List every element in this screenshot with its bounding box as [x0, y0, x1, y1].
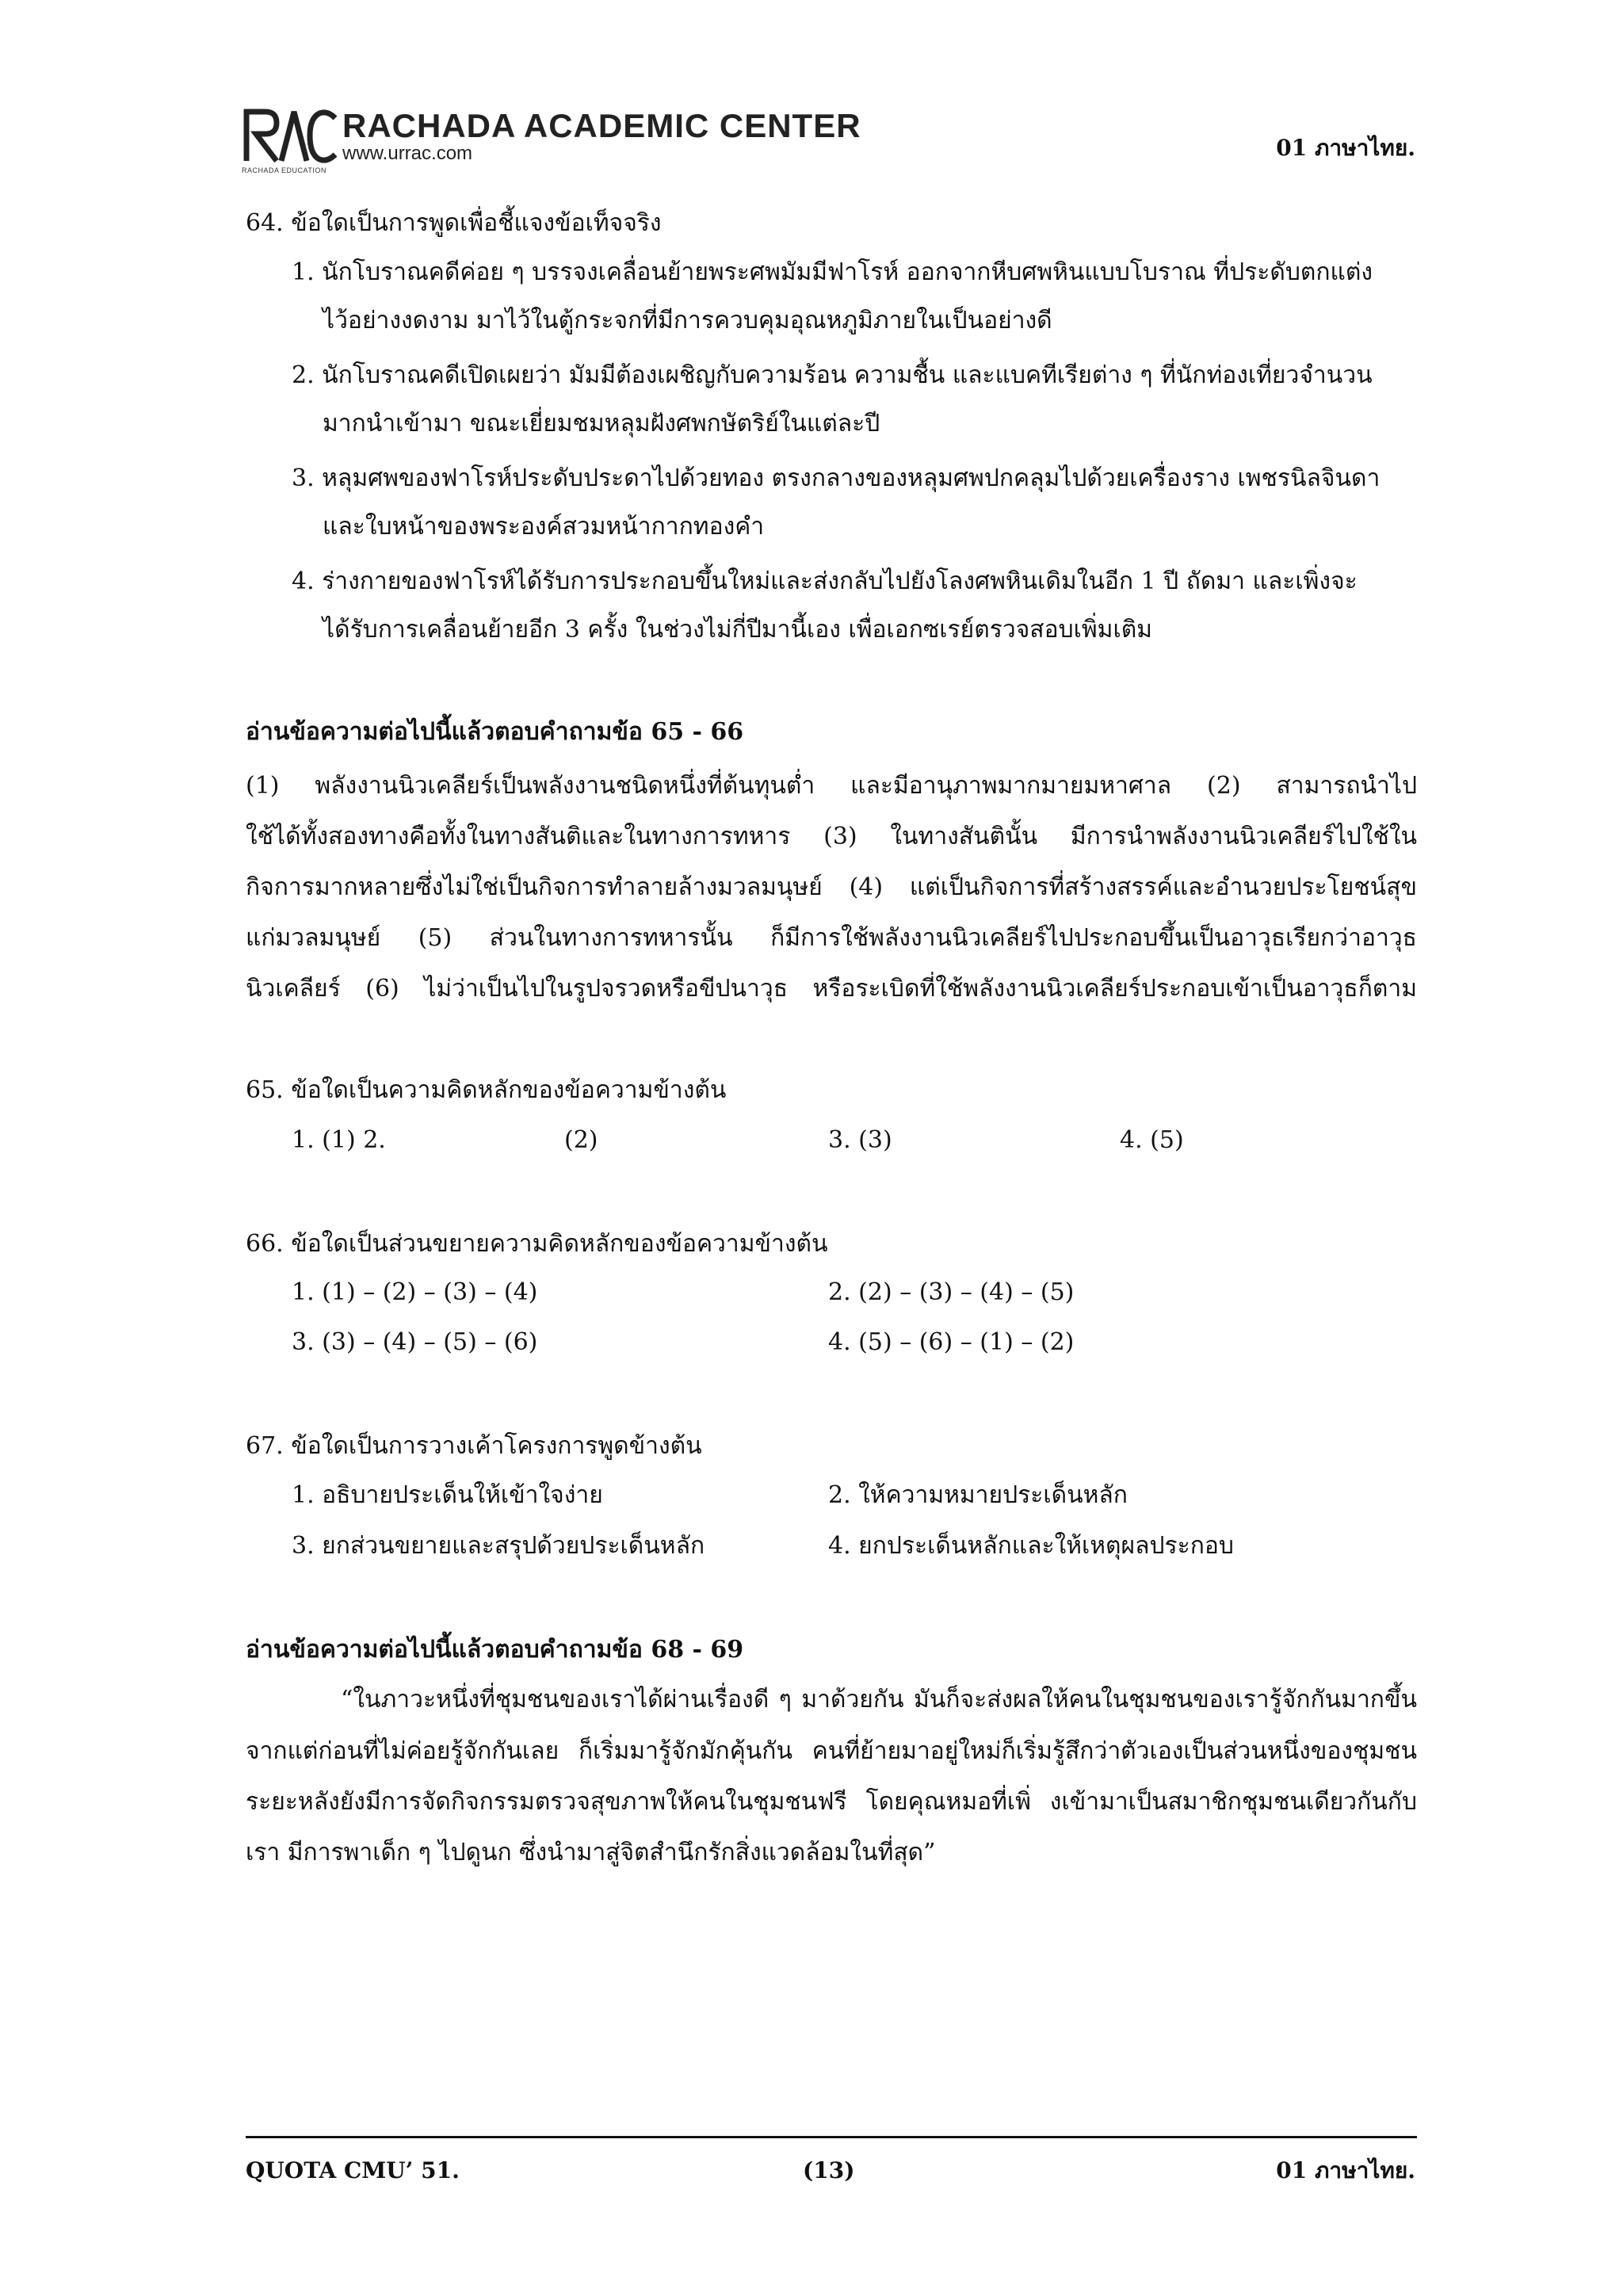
passage-65-66-line: นิวเคลียร์ (6) ไม่ว่าเป็นไปในรูปจรวดหรือขีปนาวุธ หรือระเบิดที่ใช้พลังงานนิวเคลียร์ประกอบเข้าเป็นอาวุธก็ตาม — [246, 975, 1417, 1003]
q66-option-2: 2. (2) – (3) – (4) – (5) — [828, 1278, 1075, 1306]
question-67-stem: 67. ข้อใดเป็นการวางเค้าโครงการพูดข้างต้น — [246, 1432, 702, 1460]
passage-68-69-line: ระยะหลังยังมีการจัดกิจกรรมตรวจสุขภาพให้คนในชุมชนฟรี โดยคุณหมอที่เพิ่ งเข้ามาเป็นสมาชิกชุมชนเดียวกันกับ — [246, 1788, 1417, 1816]
q66-option-4: 4. (5) – (6) – (1) – (2) — [828, 1328, 1075, 1356]
q64-option-4-line-2: ได้รับการเคลื่อนย้ายอีก 3 ครั้ง ในช่วงไม่กี่ปีมานี้เอง เพื่อเอกซเรย์ตรวจสอบเพิ่มเติม — [323, 616, 1152, 644]
q64-option-2-line-2: มากนำเข้ามา ขณะเยี่ยมชมหลุมฝังศพกษัตริย์ในแต่ละปี — [323, 410, 880, 437]
q64-option-2-line-1: 2. นักโบราณคดีเปิดเผยว่า มัมมีต้องเผชิญกับความร้อน ความชื้น และแบคทีเรียต่าง ๆ ที่นักท่องเที่ยวจำนวน — [292, 361, 1373, 389]
question-65-stem: 65. ข้อใดเป็นความคิดหลักของข้อความข้างต้น — [246, 1076, 727, 1104]
passage-68-69-line: “ในภาวะหนึ่งที่ชุมชนของเราได้ผ่านเรื่องดี ๆ มาด้วยกัน มันก็จะส่งผลให้คนในชุมชนของเรารู้จักกันมากขึ้น — [341, 1686, 1417, 1713]
q64-option-3-line-1: 3. หลุมศพของฟาโรห์ประดับประดาไปด้วยทอง ตรงกลางของหลุมศพปกคลุมไปด้วยเครื่องราง เพชรนิลจินดา — [292, 464, 1381, 492]
q67-option-1: 1. อธิบายประเด็นให้เข้าใจง่าย — [292, 1481, 603, 1509]
footer-page-number: (13) — [803, 2157, 855, 2183]
q64-option-4-line-1: 4. ร่างกายของฟาโรห์ได้รับการประกอบขึ้นใหม่และส่งกลับไปยังโลงศพหินเดิมในอีก 1 ปี ถัดมา และเพิ่งจะ — [292, 567, 1358, 595]
passage-68-69-line: จากแต่ก่อนที่ไม่ค่อยรู้จักกันเลย ก็เริ่มมารู้จักมักคุ้นกัน คนที่ย้ายมาอยู่ใหม่ก็เริ่มรู้สึกว่าตัวเองเป็นส่วนหนึ่งของชุมชน — [246, 1737, 1417, 1765]
brand-tagline: RACHADA EDUCATION — [242, 166, 327, 174]
passage-68-69-heading: อ่านข้อความต่อไปนี้แล้วตอบคำถามข้อ 68 - 69 — [246, 1636, 744, 1664]
question-64-stem: 64. ข้อใดเป็นการพูดเพื่อชี้แจงข้อเท็จจริง — [246, 209, 662, 237]
q66-option-3: 3. (3) – (4) – (5) – (6) — [292, 1328, 538, 1356]
q65-option-1: 1. (1) 2. — [292, 1126, 386, 1154]
footer-left: QUOTA CMU’ 51. — [246, 2157, 460, 2183]
q66-option-1: 1. (1) – (2) – (3) – (4) — [292, 1278, 538, 1306]
passage-65-66-line: กิจการมากหลายซึ่งไม่ใช่เป็นกิจการทำลายล้างมวลมนุษย์ (4) แต่เป็นกิจการที่สร้างสรรค์และอำนวยประโยชน์สุข — [246, 873, 1417, 901]
passage-65-66-line: (1) พลังงานนิวเคลียร์เป็นพลังงานชนิดหนึ่งที่ต้นทุนต่ำ และมีอานุภาพมากมายมหาศาล (2) สามารถนำไป — [246, 772, 1417, 800]
brand-url: www.urrac.com — [342, 143, 473, 164]
passage-65-66-line: ใช้ได้ทั้งสองทางคือทั้งในทางสันติและในทางการทหาร (3) ในทางสันตินั้น มีการนำพลังงานนิวเคลียร์ไปใช้ใน — [246, 823, 1417, 850]
q65-option-3: 3. (3) — [828, 1126, 892, 1154]
footer-rule — [246, 2136, 1417, 2138]
passage-68-69-line: เรา มีการพาเด็ก ๆ ไปดูนก ซึ่งนำมาสู่จิตสำนึกรักสิ่งแวดล้อมในที่สุด” — [246, 1839, 936, 1866]
q67-option-4: 4. ยกประเด็นหลักและให้เหตุผลประกอบ — [828, 1532, 1234, 1560]
q64-option-1-line-2: ไว้อย่างงดงาม มาไว้ในตู้กระจกที่มีการควบคุมอุณหภูมิภายในเป็นอย่างดี — [323, 307, 1052, 334]
q65-option-2: (2) — [564, 1126, 598, 1154]
passage-65-66-line: แก่มวลมนุษย์ (5) ส่วนในทางการทหารนั้น ก็มีการใช้พลังงานนิวเคลียร์ไปประกอบขึ้นเป็นอาวุธเรียกว่าอาวุธ — [246, 924, 1417, 952]
logo — [242, 107, 338, 164]
header-subject: 01 ภาษาไทย. — [1276, 135, 1415, 161]
passage-65-66-heading: อ่านข้อความต่อไปนี้แล้วตอบคำถามข้อ 65 - 66 — [246, 718, 744, 746]
question-66-stem: 66. ข้อใดเป็นส่วนขยายความคิดหลักของข้อความข้างต้น — [246, 1230, 828, 1258]
brand-name: RACHADA ACADEMIC CENTER — [342, 107, 861, 144]
footer-right: 01 ภาษาไทย. — [1276, 2157, 1415, 2183]
q67-option-2: 2. ให้ความหมายประเด็นหลัก — [828, 1481, 1128, 1509]
q65-option-4: 4. (5) — [1120, 1126, 1184, 1154]
q67-option-3: 3. ยกส่วนขยายและสรุปด้วยประเด็นหลัก — [292, 1532, 705, 1560]
q64-option-3-line-2: และใบหน้าของพระองค์สวมหน้ากากทองคำ — [323, 513, 765, 541]
q64-option-1-line-1: 1. นักโบราณคดีค่อย ๆ บรรจงเคลื่อนย้ายพระศพมัมมีฟาโรห์ ออกจากหีบศพหินแบบโบราณ ที่ประดับตกแต่ง — [292, 258, 1373, 286]
